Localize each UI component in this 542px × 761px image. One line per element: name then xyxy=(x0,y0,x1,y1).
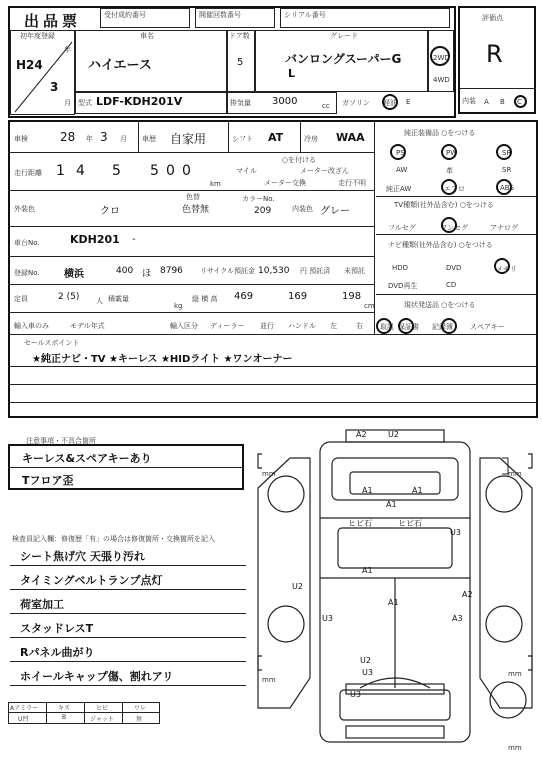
tv-fullseg: フルセグ xyxy=(388,224,416,232)
diagram-mark-a3-right: A3 xyxy=(452,614,463,623)
legend-header-4: ワレ xyxy=(134,705,147,712)
model-year-label: モデル年式 xyxy=(70,322,105,330)
diagram-mark-u3-right-door: U3 xyxy=(450,528,461,537)
first-registration-label: 初年度登録 xyxy=(20,32,55,40)
capacity-unit: 人 xyxy=(96,297,103,305)
inspector-rule-2 xyxy=(10,589,246,590)
shaken-month-unit: 月 xyxy=(120,135,127,143)
present-warranty: 保証書 xyxy=(398,323,419,331)
load-unit: kg xyxy=(174,302,183,310)
plate-class: 400 xyxy=(116,266,134,276)
inspector-line-2: タイミングベルトランプ点灯 xyxy=(20,574,163,587)
diagram-mark-u2-rear: U2 xyxy=(360,656,371,665)
inspector-line-3: 荷室加工 xyxy=(20,598,64,611)
fuel-gasoline: ガソリン xyxy=(342,99,370,107)
import-dealer: ディーラー xyxy=(210,322,245,330)
drive-4wd: 4WD xyxy=(433,76,450,84)
diagram-mark-u3-rear-bumper: U3 xyxy=(350,690,361,699)
shaken-label: 車検 xyxy=(14,135,28,143)
present-warranty-circle xyxy=(398,318,414,334)
equip-ps-circle xyxy=(390,144,406,160)
equip-pw: PW xyxy=(446,149,458,157)
mm-label-rear-right: mm xyxy=(508,670,522,678)
diagram-mark-a1-center: A1 xyxy=(386,500,397,509)
equip-sr2: SR xyxy=(502,166,512,174)
tv-oneseg: ワンセグ xyxy=(440,224,468,232)
row-line-5 xyxy=(10,284,374,285)
capacity-value: 2 (5) xyxy=(58,292,80,302)
present-title: 現状発送品 ○をつける xyxy=(404,301,476,309)
diagram-mark-a2-right: A2 xyxy=(462,590,473,599)
row-line-3 xyxy=(10,226,374,227)
legend-value-3: ジャット xyxy=(90,716,114,723)
dimension-height: 198 xyxy=(342,291,362,302)
present-manual: 取説 xyxy=(380,323,394,331)
score-divider xyxy=(460,88,534,89)
legend-col-1 xyxy=(46,702,47,724)
capacity-label: 定員 xyxy=(14,295,28,303)
ac-value: WAA xyxy=(336,131,365,144)
shaken-month: 3 xyxy=(100,130,108,144)
inspector-rule-5 xyxy=(10,661,246,662)
diagram-mark-chip-right: ヒビ石 xyxy=(398,519,422,528)
inspector-title: 検査員記入欄：修復歴「有」の場合は修復箇所・交換箇所を記入 xyxy=(12,535,215,543)
score-label: 評価点 xyxy=(482,14,503,22)
serial-number-label: シリアル番号 xyxy=(284,11,326,19)
present-record-circle xyxy=(441,318,457,334)
equip-genuine-aw: 純正AW xyxy=(386,185,412,193)
car-name: ハイエース xyxy=(88,58,152,73)
nav-dvd-play: DVD再生 xyxy=(388,282,418,290)
equip-sr: SR xyxy=(502,149,512,157)
inspector-line-1: シート焦げ穴 天張り汚れ xyxy=(20,550,145,563)
handle-right: 右 xyxy=(356,322,363,330)
inspector-rule-3 xyxy=(10,613,246,614)
sales-line-3 xyxy=(10,402,536,403)
mileage-label: 走行距離 xyxy=(14,169,42,177)
present-manual-circle xyxy=(376,318,392,334)
sales-line-2 xyxy=(10,384,536,385)
mileage-option-mile: マイル xyxy=(236,167,257,175)
car-diagram xyxy=(250,428,540,758)
first-registration-year: H24 xyxy=(16,58,43,72)
model-label: 型式 xyxy=(78,99,92,107)
legend-header-2: キズ xyxy=(58,705,70,712)
model-value: LDF-KDH201V xyxy=(96,95,183,108)
equipment-line-3 xyxy=(376,294,536,295)
nav-title: ナビ種類(社外品含む) ○をつける xyxy=(388,241,493,249)
tv-analog: アナログ xyxy=(490,224,518,232)
interior-grade-c-circle xyxy=(514,95,527,108)
doors-value: 5 xyxy=(237,57,244,68)
plate-kana: ほ xyxy=(142,269,152,279)
diagram-mark-a2-front: A2 xyxy=(356,430,367,439)
diagram-mark-a1-right: A1 xyxy=(412,486,423,495)
import-type-label: 輸入区分 xyxy=(170,322,198,330)
legend-header-3: ヒビ xyxy=(96,705,109,712)
displacement-label: 排気量 xyxy=(230,99,251,107)
score-value: R xyxy=(486,40,503,68)
equipment-line-1 xyxy=(376,196,536,197)
note-line-1: キーレス&スペアキーあり xyxy=(22,452,152,465)
mileage-digit-5: 0 xyxy=(166,163,175,179)
drive-2wd-circle xyxy=(430,46,450,66)
equip-abs: ABS xyxy=(500,184,514,192)
divider-usage xyxy=(138,122,139,152)
usage-value: 自家用 xyxy=(170,132,207,146)
mm-label-front-left: mm xyxy=(262,470,276,478)
handle-left: 左 xyxy=(330,322,337,330)
legend-value-2: B xyxy=(62,714,67,721)
mileage-digit-2: 4 xyxy=(76,163,85,179)
diagram-mark-u3-rear-left: U3 xyxy=(362,668,373,677)
equipment-divider xyxy=(374,122,375,334)
fuel-other: E xyxy=(406,98,411,106)
interior-grade-b: B xyxy=(500,98,505,106)
mileage-digit-4: 5 xyxy=(150,163,159,179)
nav-dvd: DVD xyxy=(446,264,462,272)
diagram-mark-a1-mid: A1 xyxy=(362,566,373,575)
nav-cd: CD xyxy=(446,281,457,289)
import-label: 輸入車のみ xyxy=(14,322,49,330)
fuel-diesel: 軽油 xyxy=(383,99,397,107)
tv-oneseg-circle xyxy=(441,217,457,233)
displacement-unit: cc xyxy=(322,102,330,110)
inspector-rule-4 xyxy=(10,637,246,638)
chassis-suffix: - xyxy=(132,234,136,245)
note-divider xyxy=(10,467,242,468)
row-line-6 xyxy=(10,312,374,313)
nav-memory-circle xyxy=(494,258,510,274)
mileage-digit-1: 1 xyxy=(56,163,65,179)
equipment-line-2 xyxy=(376,234,536,235)
inspector-line-4: スタッドレスT xyxy=(20,622,94,635)
plate-number: 8796 xyxy=(160,266,183,276)
recycle-unpaid: 未預託 xyxy=(344,267,365,275)
recycle-fee: 10,530 xyxy=(258,266,290,276)
grade-line-2: L xyxy=(288,67,296,80)
color-code-label: カラーNo. xyxy=(242,195,275,203)
legend-value-4: 無 xyxy=(136,716,143,723)
row-line-4 xyxy=(10,256,374,257)
legend-value-1: U凹 xyxy=(18,716,29,723)
interior-grade-a: A xyxy=(484,98,489,106)
shift-label: シフト xyxy=(232,135,253,143)
dimensions-label: 縦 横 高 xyxy=(192,295,218,303)
equipment-title: 純正装備品 ○をつける xyxy=(404,129,476,137)
inspector-line-5: Rパネル曲がり xyxy=(20,646,95,659)
legend-col-2 xyxy=(84,702,85,724)
equip-pw-circle xyxy=(441,144,457,160)
first-registration-month: 3 xyxy=(50,80,59,94)
inspector-line-6: ホイールキャップ傷、割れアリ xyxy=(20,670,174,683)
mileage-digit-3: 5 xyxy=(112,163,121,179)
sales-points-text: ★純正ナビ・TV ★キーレス ★HIDライト ★ワンオーナー xyxy=(32,354,293,365)
row-line-1 xyxy=(10,152,374,153)
drive-2wd: 2WD xyxy=(433,54,450,62)
entry-number-label: 受付成約番号 xyxy=(104,11,146,19)
mileage-option-unknown: 走行不明 xyxy=(338,179,366,187)
present-spare-key: スペアキー xyxy=(470,323,505,331)
legend-header-1: Aアミラー xyxy=(10,705,39,712)
dimension-unit: cm xyxy=(364,302,375,310)
grade-label: グレード xyxy=(330,32,358,40)
handle-label: ハンドル xyxy=(288,322,316,330)
usage-label: 車歴 xyxy=(142,135,156,143)
inspector-rule-1 xyxy=(10,565,246,566)
diagram-mark-chip-left: ヒビ石 xyxy=(348,519,372,528)
year-unit: 年 xyxy=(64,46,71,54)
equip-leather: 革 xyxy=(446,167,453,175)
exterior-color-label: 外装色 xyxy=(14,205,35,213)
chassis-value: KDH201 xyxy=(70,233,120,246)
interior-grade-c: C xyxy=(517,98,522,106)
mm-label-rear-left: mm xyxy=(262,676,276,684)
mileage-unit: km xyxy=(210,180,221,188)
dimension-length: 469 xyxy=(234,291,254,302)
note-line-2: Tフロア歪 xyxy=(22,474,74,487)
interior-color-label: 内装色 xyxy=(292,205,313,213)
equip-aero-circle xyxy=(441,179,457,195)
equip-abs-circle xyxy=(496,179,512,195)
import-parallel: 並行 xyxy=(260,322,274,330)
auction-number-label: 開催回数番号 xyxy=(199,11,241,19)
nav-hdd: HDD xyxy=(392,264,409,272)
nav-memory: メモリ xyxy=(496,265,517,273)
equip-sr-circle xyxy=(496,144,512,160)
present-record: 記録簿 xyxy=(432,323,453,331)
row-line-2 xyxy=(10,190,374,191)
equipment-line-4 xyxy=(10,334,536,335)
legend-col-3 xyxy=(122,702,123,724)
recycle-label: リサイクル預託金 xyxy=(200,267,256,275)
sales-points-title: セールスポイント xyxy=(24,339,80,347)
shaken-year: 28 xyxy=(60,130,76,144)
mm-label-front-right: mm xyxy=(508,470,522,478)
equip-ps: PS xyxy=(396,149,405,157)
mileage-digit-6: 0 xyxy=(182,163,191,179)
displacement-value: 3000 xyxy=(272,96,298,107)
divider-ac xyxy=(300,122,301,152)
month-unit: 月 xyxy=(64,99,71,107)
car-name-label: 車名 xyxy=(140,32,154,40)
plate-area: 横浜 xyxy=(64,269,84,280)
grade-line-1: バンロングスーパーG xyxy=(285,52,402,66)
mileage-option-tamper: メーター改ざん xyxy=(300,167,349,175)
notes-title: 注意事項・不具合箇所 xyxy=(26,437,96,445)
ac-label: 冷房 xyxy=(304,135,318,143)
load-label: 積載量 xyxy=(108,295,129,303)
mileage-option-swap: メーター交換 xyxy=(264,179,306,187)
mileage-note: ○を付ける xyxy=(282,156,317,164)
interior-color-value: グレー xyxy=(320,206,350,217)
color-change-label: 色替 xyxy=(186,193,200,201)
diagram-mark-u2-left: U2 xyxy=(292,582,303,591)
sales-line-1 xyxy=(10,366,536,367)
plate-label: 登録No. xyxy=(14,269,40,277)
divider-shift xyxy=(228,122,229,152)
inspector-rule-6 xyxy=(10,685,246,686)
equip-aw: AW xyxy=(396,166,408,174)
recycle-status: 円 預託済 xyxy=(300,267,331,275)
color-code-value: 209 xyxy=(254,206,272,216)
equip-aero: エアロ xyxy=(444,185,465,193)
mm-label-spare: mm xyxy=(508,744,522,752)
diagram-mark-a1-left: A1 xyxy=(362,486,373,495)
chassis-label: 車台No. xyxy=(14,239,40,247)
exterior-color-value: クロ xyxy=(100,206,120,217)
interior-label: 内装 xyxy=(462,97,476,105)
doors-label: ドア数 xyxy=(229,32,250,40)
shift-value: AT xyxy=(268,131,284,144)
diagram-mark-u2-front: U2 xyxy=(388,430,399,439)
shaken-year-unit: 年 xyxy=(86,135,93,143)
dimension-width: 169 xyxy=(288,291,308,302)
diagram-mark-a1-roof: A1 xyxy=(388,598,399,607)
tv-title: TV種類(社外品含む) ○をつける xyxy=(394,201,494,209)
diagram-mark-u3-left: U3 xyxy=(322,614,333,623)
fuel-diesel-circle xyxy=(382,94,398,110)
color-change-value: 色替無 xyxy=(182,205,210,215)
page-title: 出品票 xyxy=(24,12,82,30)
